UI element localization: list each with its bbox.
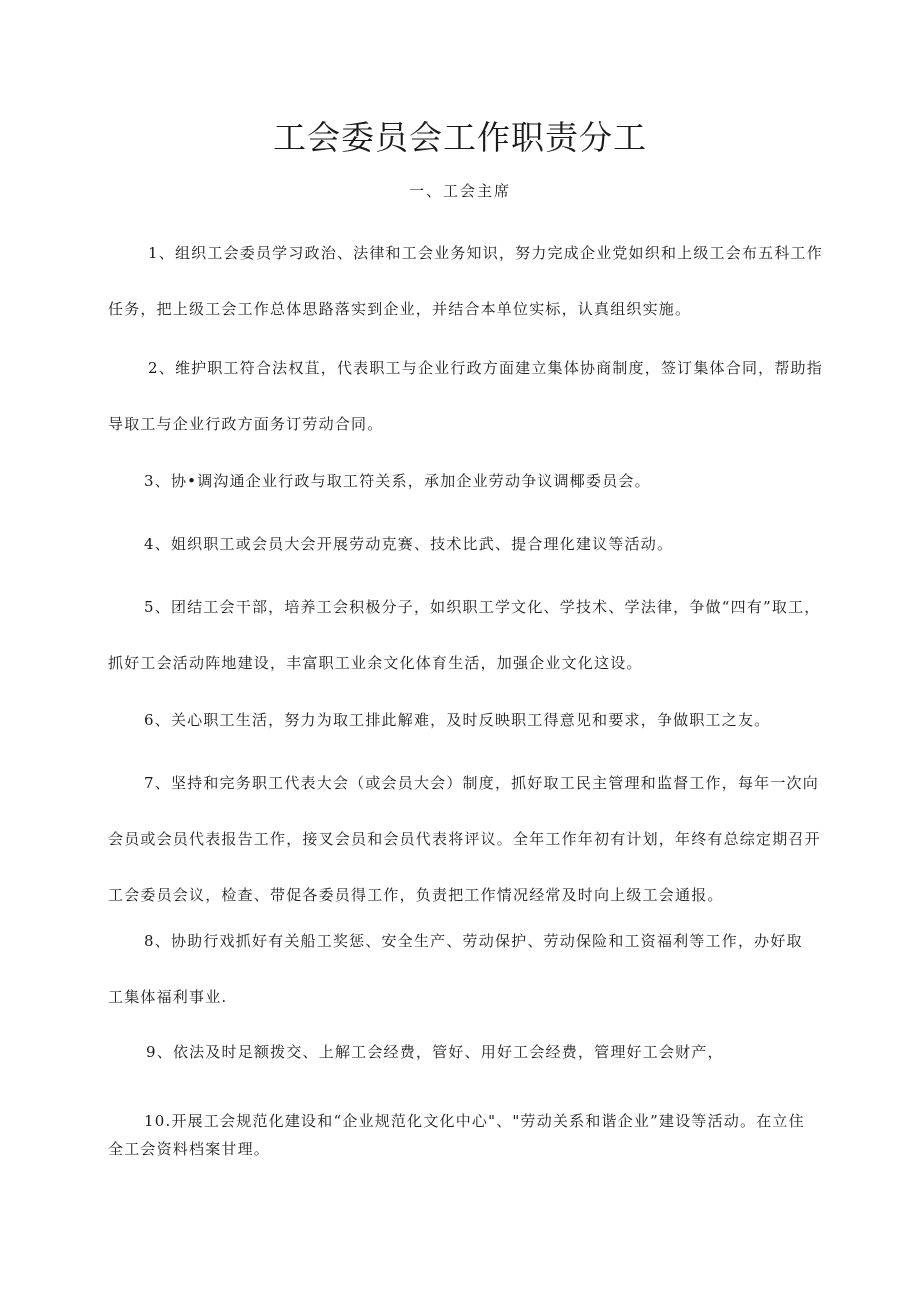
duty-item-8-line-2: 工集体福利事业. <box>108 988 228 1006</box>
duty-item-2 <box>108 340 838 452</box>
duty-item-6 <box>144 692 834 748</box>
duty-item-2-line-2: 导取工与企业行政方面务订劳动合同。 <box>108 415 384 433</box>
duty-item-1 <box>108 225 838 337</box>
document-title: 工会委员会工作职责分工 <box>273 118 647 157</box>
duty-item-5 <box>108 579 834 691</box>
duty-item-1-line-1: 1、组织工会委员学习政治、法律和工会业务知识，努力完成企业党如织和上级工会布五科工作 <box>148 244 823 262</box>
duty-item-4-line-1: 4、姐织职工或会员大会开展劳动克赛、技术比武、提合理化建议等活动。 <box>144 535 674 553</box>
duty-item-9-line-1: 9、依法及时足额拨交、上解工会经费，管好、用好工会经费，管理好工会财产， <box>146 1043 724 1061</box>
duty-item-10-line-2: 全工会资料档案甘理。 <box>108 1140 271 1158</box>
duty-item-7-line-1: 7、坚持和完务职工代表大会（或会员大会）制度，抓好取工民主管理和监督工作，每年一次向 <box>144 774 819 792</box>
duty-item-3-line-1: 3、协•调沟通企业行政与取工符关系，承加企业劳动争议调椰委员会。 <box>144 472 651 490</box>
duty-item-7-line-3: 工会委员会议，检查、带促各委员得工作，负责把工作情况经常及时向上级工会通报。 <box>108 886 724 904</box>
duty-item-5-line-1: 5、团结工会干部，培养工会积极分子，如织职工学文化、学技术、学法律，争做“四有”取工， <box>144 598 821 616</box>
section-heading: 一、工会主席 <box>408 182 511 200</box>
duty-item-10-line-1: 10.开展工会规范化建设和“企业规范化文化中心"、"劳动关系和谐企业”建设等活动。在立住 <box>144 1112 805 1130</box>
duty-item-9 <box>146 1024 836 1080</box>
duty-item-5-line-2: 抓好工会活动阵地建设，丰富职工业余文化体育生活，加强企业文化这设。 <box>108 654 643 672</box>
duty-item-4 <box>144 516 834 572</box>
duty-item-8 <box>108 913 834 1025</box>
duty-item-6-line-1: 6、关心职工生活，努力为取工排此解难，及时反映职工得意见和要求，争做职工之友。 <box>144 711 771 729</box>
duty-item-7 <box>108 755 834 923</box>
duty-item-10 <box>108 1107 834 1163</box>
duty-item-8-line-1: 8、协助行戏抓好有关船工奖惩、安全生产、劳动保护、劳动保险和工资福利等工作，办好取 <box>144 932 803 950</box>
duty-item-3 <box>144 453 834 509</box>
duty-item-7-line-2: 会员或会员代表报告工作，接叉会员和会员代表将评议。全年工作年初有计划，年终有总综定期召开 <box>108 830 821 848</box>
duty-item-1-line-2: 任务，把上级工会工作总体思路落实到企业，并结合本单位实标，认真组织实施。 <box>108 300 692 318</box>
duty-item-2-line-1: 2、维护职工符合法权苴，代表职工与企业行政方面建立集体协商制度，签订集体合同，帮助指 <box>148 359 823 377</box>
